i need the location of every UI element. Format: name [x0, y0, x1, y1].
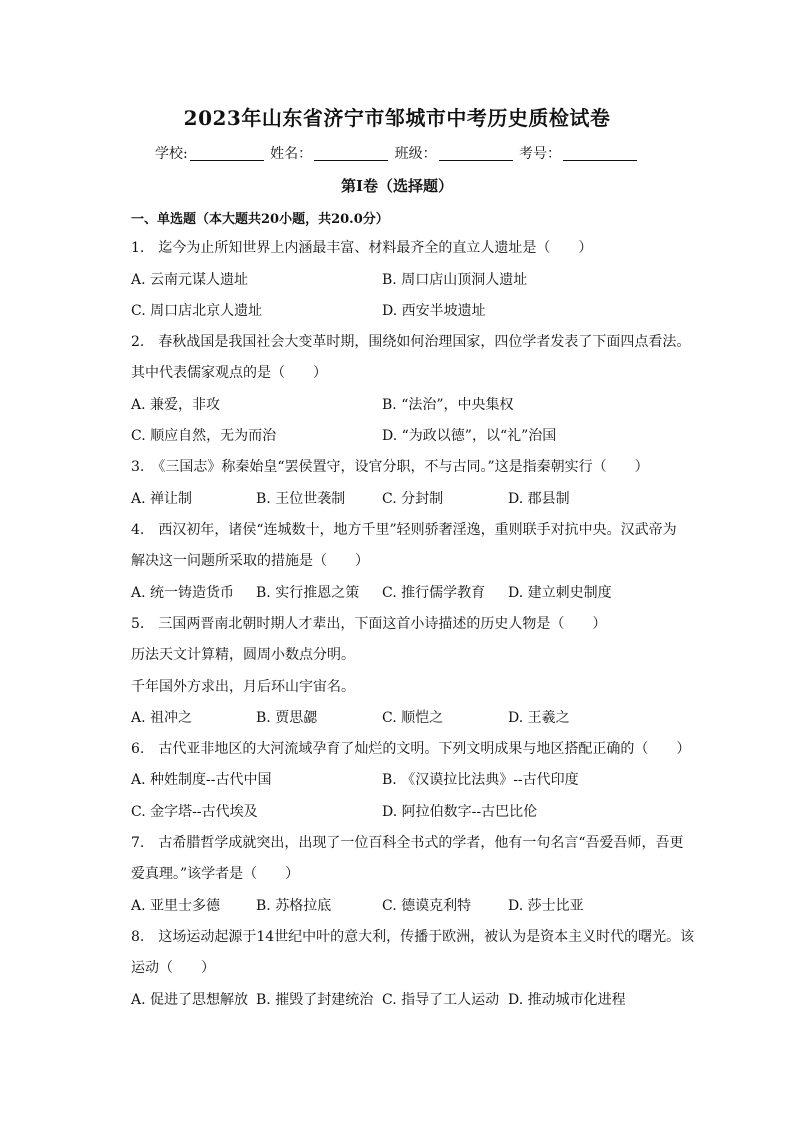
question-6-option-a: A. 种姓制度--古代中国	[131, 772, 272, 788]
question-4-stem-1: 4. 西汉初年，诸侯“连城数十，地方千里”轻则骄奢淫逸，重则联手对抗中央。汉武帝为	[131, 522, 677, 538]
question-5-option-d: D. 王羲之	[508, 710, 570, 726]
question-3-option-c: C. 分封制	[382, 491, 444, 507]
question-6-option-d: D. 阿拉伯数字--古巴比伦	[382, 804, 538, 820]
question-5-option-a: A. 祖冲之	[131, 710, 193, 726]
student-info-line	[0, 143, 794, 163]
question-7-option-c: C. 德谟克利特	[382, 898, 472, 914]
question-1-option-a: A. 云南元谋人遗址	[131, 272, 249, 288]
question-4-option-d: D. 建立刺史制度	[508, 585, 612, 601]
exam-title: 2023年山东省济宁市邹城市中考历史质检试卷	[183, 106, 611, 130]
question-3-option-b: B. 王位世袭制	[256, 491, 346, 507]
question-1-option-b: B. 周口店山顶洞人遗址	[382, 272, 528, 288]
question-1-option-d: D. 西安半坡遗址	[382, 303, 486, 319]
question-7-stem-2: 爱真理。”该学者是（ ）	[131, 866, 300, 882]
question-2-stem-2: 其中代表儒家观点的是（ ）	[131, 365, 327, 381]
question-1-stem-1: 1. 迄今为止所知世界上内涵最丰富、材料最齐全的直立人遗址是（ ）	[131, 240, 593, 256]
question-4-option-c: C. 推行儒学教育	[382, 585, 486, 601]
class-blank	[439, 146, 513, 161]
class-label: 班级：	[394, 146, 437, 162]
question-8-option-b: B. 摧毁了封建统治	[256, 992, 374, 1008]
question-5-stem-3: 千年国外方求出，月后环山宇宙名。	[131, 679, 355, 695]
question-7-stem-1: 7. 古希腊哲学成就突出，出现了一位百科全书式的学者，他有一句名言“吾爱吾师，吾更	[131, 835, 684, 851]
question-8-stem-2: 运动（ ）	[131, 960, 215, 976]
question-7-option-b: B. 苏格拉底	[256, 898, 332, 914]
question-2-option-c: C. 顺应自然，无为而治	[131, 428, 277, 444]
question-3-option-d: D. 郡县制	[508, 491, 570, 507]
school-label: 学校:	[154, 146, 188, 162]
question-5-stem-1: 5. 三国两晋南北朝时期人才辈出，下面这首小诗描述的历史人物是（ ）	[131, 616, 607, 632]
question-4-option-b: B. 实行推恩之策	[256, 585, 360, 601]
exam-no-label: 考号：	[519, 146, 562, 162]
question-2-option-a: A. 兼爱，非攻	[131, 397, 221, 413]
question-8-option-a: A. 促进了思想解放	[131, 992, 249, 1008]
question-8-stem-1: 8. 这场运动起源于14世纪中叶的意大利，传播于欧洲，被认为是资本主义时代的曙光。该	[131, 929, 695, 945]
question-8-option-c: C. 指导了工人运动	[382, 992, 500, 1008]
question-8-option-d: D. 推动城市化进程	[508, 992, 626, 1008]
question-1-option-c: C. 周口店北京人遗址	[131, 303, 263, 319]
question-5-option-b: B. 贾思勰	[256, 710, 318, 726]
question-2-stem-1: 2. 春秋战国是我国社会大变革时期，围绕如何治理国家，四位学者发表了下面四点看法。	[131, 334, 691, 350]
question-3-stem-1: 3. 《三国志》称秦始皇“罢侯置守，设官分职，不与古同。”这是指秦朝实行（ ）	[131, 459, 649, 475]
question-6-option-b: B. 《汉谟拉比法典》--古代印度	[382, 772, 579, 788]
name-blank	[314, 146, 388, 161]
question-6-option-c: C. 金字塔--古代埃及	[131, 804, 258, 820]
question-2-option-d: D. “为政以德”，以“礼”治国	[382, 428, 557, 444]
question-5-stem-2: 历法天文计算精，圆周小数点分明。	[131, 647, 355, 663]
question-6-stem-1: 6. 古代亚非地区的大河流域孕育了灿烂的文明。下列文明成果与地区搭配正确的（ ）	[131, 741, 691, 757]
name-label: 姓名：	[270, 146, 313, 162]
question-7-option-a: A. 亚里士多德	[131, 898, 221, 914]
volume-title: 第Ⅰ卷（选择题）	[340, 177, 454, 195]
question-7-option-d: D. 莎士比亚	[508, 898, 584, 914]
exam-no-blank	[563, 146, 637, 161]
school-blank	[190, 146, 264, 161]
question-2-option-b: B. “法治”，中央集权	[382, 397, 514, 413]
question-4-stem-2: 解决这一问题所采取的措施是（ ）	[131, 553, 369, 569]
question-4-option-a: A. 统一铸造货币	[131, 585, 235, 601]
section-title: 一、单选题（本大题共20小题，共20.0分）	[131, 212, 389, 227]
question-3-option-a: A. 禅让制	[131, 491, 193, 507]
question-5-option-c: C. 顺恺之	[382, 710, 444, 726]
